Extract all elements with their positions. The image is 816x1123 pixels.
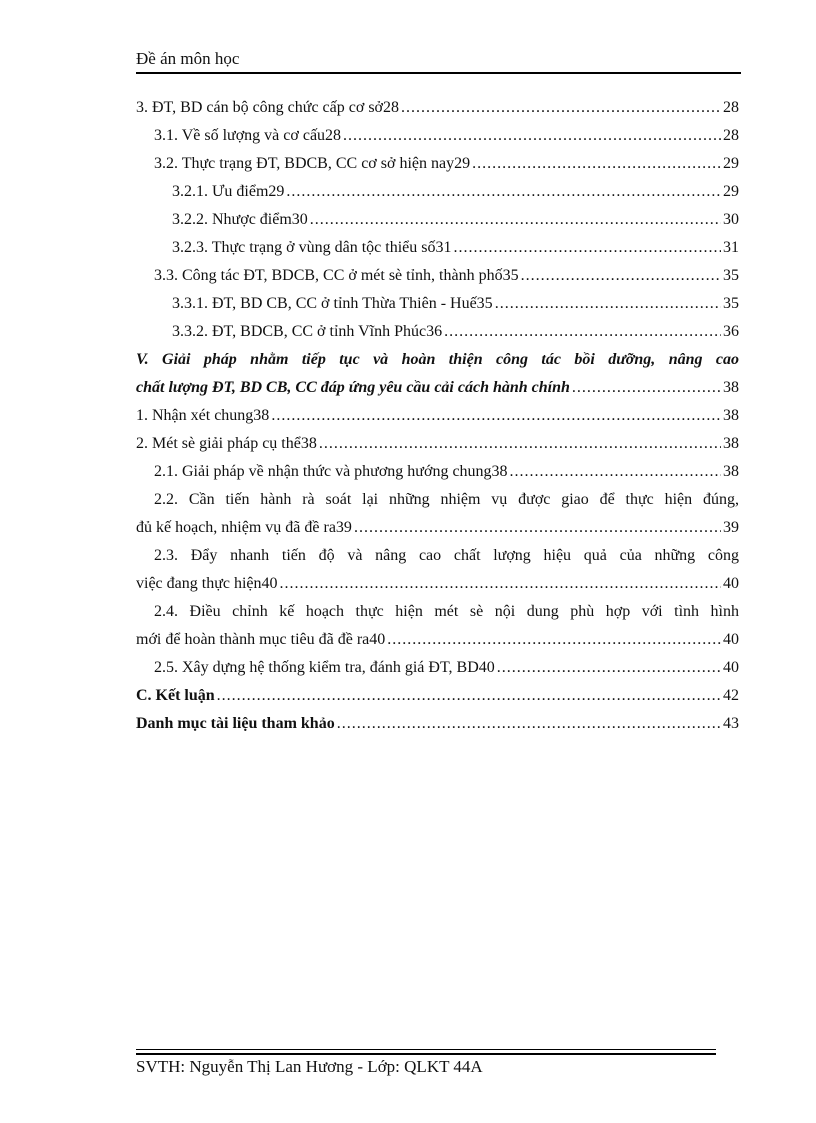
footer-rule-thick xyxy=(136,1053,716,1055)
toc-entry-3-2-3[interactable] xyxy=(136,234,739,262)
toc-leader-dots xyxy=(280,570,721,598)
toc-page-number: 40 xyxy=(723,575,739,592)
toc-entry-text: 3.2.3. Thực trạng ở vùng dân tộc thiểu số31 xyxy=(172,239,452,256)
toc-entry-text: 1. Nhận xét chung38 xyxy=(136,407,270,424)
toc-entry-2-3[interactable] xyxy=(136,542,739,598)
toc-entry-text: 3.2.2. Nhược điểm30 xyxy=(172,211,308,228)
toc-entry-3[interactable] xyxy=(136,94,739,122)
toc-entry-line1: V. Giải pháp nhằm tiếp tục và hoàn thiện công tác bồi dưỡng, nâng cao xyxy=(136,351,739,368)
toc-entry-text: Danh mục tài liệu tham khảo xyxy=(136,715,335,732)
toc-leader-dots xyxy=(354,514,721,542)
toc-page-number: 38 xyxy=(723,435,739,452)
toc-entry-line1: 2.4. Điều chỉnh kế hoạch thực hiện mét sè nội dung phù hợp với tình hình xyxy=(154,603,739,620)
toc-entry-text: 2. Mét sè giải pháp cụ thể38 xyxy=(136,435,317,452)
toc-entry-text: 3. ĐT, BD cán bộ công chức cấp cơ sở28 xyxy=(136,99,399,116)
toc-entry-text: 3.1. Về số lượng và cơ cấu28 xyxy=(154,127,342,144)
toc-leader-dots xyxy=(271,402,721,430)
footer-text: SVTH: Nguyễn Thị Lan Hương - Lớp: QLKT 44A xyxy=(136,1057,483,1076)
toc-page-number: 35 xyxy=(723,295,739,312)
toc-entry-section-v[interactable] xyxy=(136,346,739,402)
toc-entry-3-3-1[interactable] xyxy=(136,290,739,318)
toc-entry-2-5[interactable] xyxy=(136,654,739,682)
toc-entry-3-3[interactable] xyxy=(136,262,739,290)
toc-entry-text: 3.3.1. ĐT, BD CB, CC ở tỉnh Thừa Thiên - Huế35 xyxy=(172,295,493,312)
toc-page-number: 31 xyxy=(723,239,739,256)
toc-leader-dots xyxy=(387,626,721,654)
toc-leader-dots xyxy=(495,290,721,318)
toc-page-number: 38 xyxy=(723,463,739,480)
toc-page-number: 29 xyxy=(723,155,739,172)
toc-leader-dots xyxy=(444,318,721,346)
toc-page-number: 43 xyxy=(723,715,739,732)
page-header xyxy=(136,48,741,74)
toc-leader-dots xyxy=(472,150,721,178)
toc-entry-line2: việc đang thực hiện40 xyxy=(136,575,278,592)
toc-entry-3-2-2[interactable] xyxy=(136,206,739,234)
toc-entry-conclusion[interactable] xyxy=(136,682,739,710)
toc-entry-text: 3.2. Thực trạng ĐT, BDCB, CC cơ sở hiện nay29 xyxy=(154,155,471,172)
toc-page-number: 29 xyxy=(723,183,739,200)
toc-leader-dots xyxy=(217,682,721,710)
toc-entry-3-3-2[interactable] xyxy=(136,318,739,346)
toc-leader-dots xyxy=(510,458,721,486)
toc-entry-3-2[interactable] xyxy=(136,150,739,178)
toc-entry-2[interactable] xyxy=(136,430,739,458)
toc-entry-text: 2.5. Xây dựng hệ thống kiểm tra, đánh giá ĐT, BD40 xyxy=(154,659,495,676)
toc-page-number: 39 xyxy=(723,519,739,536)
toc-entry-3-1[interactable] xyxy=(136,122,739,150)
toc-page-number: 42 xyxy=(723,687,739,704)
toc-page-number: 36 xyxy=(723,323,739,340)
table-of-contents xyxy=(136,94,739,738)
page-footer xyxy=(136,1056,483,1078)
toc-leader-dots xyxy=(401,94,721,122)
toc-entry-text: 3.3. Công tác ĐT, BDCB, CC ở mét sè tỉnh, thành phố35 xyxy=(154,267,519,284)
header-title: Đề án môn học xyxy=(136,49,240,68)
toc-entry-references[interactable] xyxy=(136,710,739,738)
footer-rule-thin xyxy=(136,1049,716,1050)
toc-entry-3-2-1[interactable] xyxy=(136,178,739,206)
toc-entry-line2: mới để hoàn thành mục tiêu đã đề ra40 xyxy=(136,631,386,648)
toc-page-number: 30 xyxy=(723,211,739,228)
toc-entry-line1: 2.3. Đẩy nhanh tiến độ và nâng cao chất lượng hiệu quả của những công xyxy=(154,547,739,564)
toc-entry-text: 3.2.1. Ưu điểm29 xyxy=(172,183,285,200)
toc-leader-dots xyxy=(343,122,721,150)
toc-entry-text: 3.3.2. ĐT, BDCB, CC ở tỉnh Vĩnh Phúc36 xyxy=(172,323,443,340)
toc-entry-2-2[interactable] xyxy=(136,486,739,542)
toc-entry-line1: 2.2. Cần tiến hành rà soát lại những nhiệm vụ được giao để thực hiện đúng, xyxy=(154,491,739,508)
toc-page-number: 40 xyxy=(723,631,739,648)
toc-entry-line2: đủ kế hoạch, nhiệm vụ đã đề ra39 xyxy=(136,519,352,536)
toc-page-number: 38 xyxy=(723,379,739,396)
toc-leader-dots xyxy=(286,178,721,206)
toc-leader-dots xyxy=(319,430,721,458)
toc-page-number: 28 xyxy=(723,127,739,144)
toc-entry-line2: chất lượng ĐT, BD CB, CC đáp ứng yêu cầu cải cách hành chính xyxy=(136,379,570,396)
toc-leader-dots xyxy=(453,234,721,262)
toc-page-number: 38 xyxy=(723,407,739,424)
toc-leader-dots xyxy=(572,374,721,402)
toc-leader-dots xyxy=(337,710,721,738)
toc-page-number: 28 xyxy=(723,99,739,116)
toc-entry-2-4[interactable] xyxy=(136,598,739,654)
toc-entry-1[interactable] xyxy=(136,402,739,430)
toc-entry-2-1[interactable] xyxy=(136,458,739,486)
toc-leader-dots xyxy=(521,262,721,290)
toc-entry-text: 2.1. Giải pháp về nhận thức và phương hướng chung38 xyxy=(154,463,508,480)
toc-page-number: 40 xyxy=(723,659,739,676)
toc-page-number: 35 xyxy=(723,267,739,284)
toc-leader-dots xyxy=(497,654,721,682)
toc-entry-text: C. Kết luận xyxy=(136,687,215,704)
toc-leader-dots xyxy=(310,206,721,234)
